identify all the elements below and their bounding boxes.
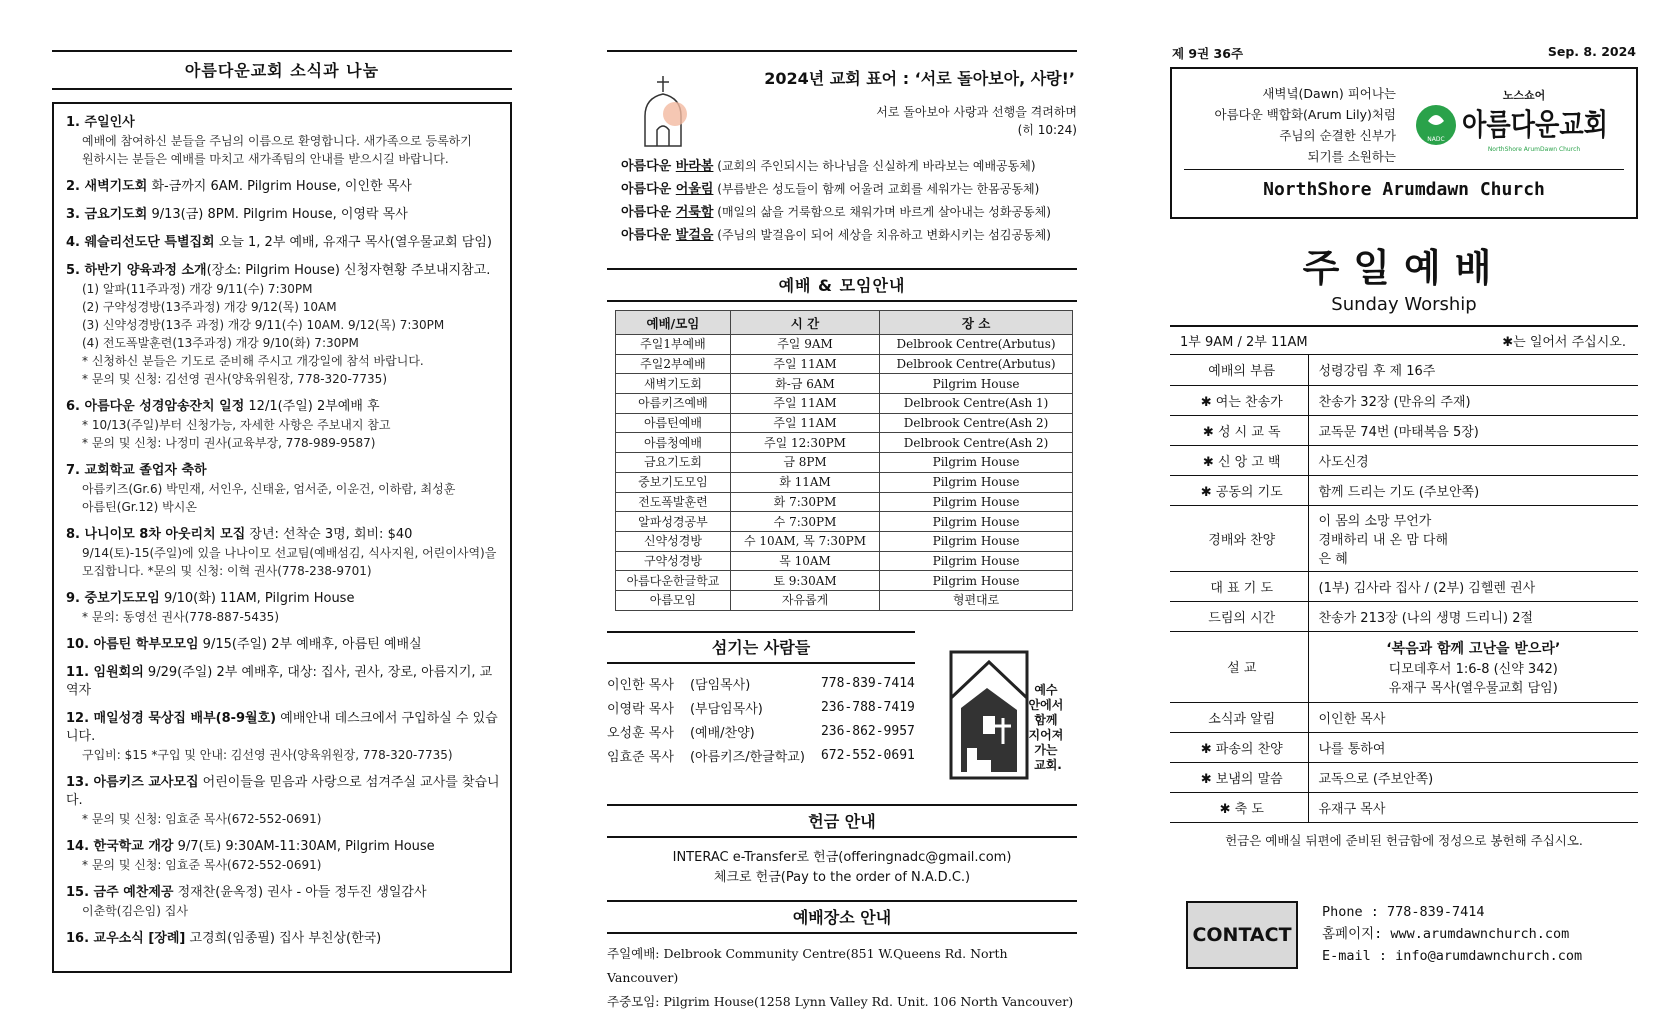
theme-verse: 서로 돌아보아 사랑과 선행을 격려하며 <box>876 105 1077 119</box>
staff-name: 이영락 목사 <box>607 702 674 718</box>
place-line: 주중모임: Pilgrim House(1258 Lynn Valley Rd. Unit. 106 North Vancouver) <box>607 993 1074 1009</box>
schedule-cell: 구약성경방 <box>616 551 731 571</box>
schedule-cell: Delbrook Centre(Arbutus) <box>880 335 1073 355</box>
news-item <box>66 114 500 168</box>
news-item <box>66 774 500 828</box>
news-item-text: 오늘 1, 2부 예배, 유재구 목사(열우물교회 담임) <box>214 235 492 250</box>
order-value-line: (1부) 김사라 집사 / (2부) 김헬렌 권사 <box>1318 580 1536 596</box>
schedule-cell: 형편대로 <box>880 590 1073 610</box>
news-item-detail: (4) 전도폭발훈련(13주과정) 개강 9/10(화) 7:30PM <box>82 336 359 350</box>
order-row <box>1170 445 1638 475</box>
schedule-cell: Pilgrim House <box>880 512 1073 532</box>
news-item-head <box>66 636 500 654</box>
logo-line: 되기를 소원하는 <box>1307 149 1396 164</box>
news-item-head <box>66 178 500 196</box>
news-item-title: 2. 새벽기도회 <box>66 179 148 194</box>
offering-text <box>607 848 1077 888</box>
news-item-title: 9. 중보기도모임 <box>66 591 160 606</box>
news-title: 아름다운교회 소식과 나눔 <box>52 50 512 90</box>
order-value <box>1308 601 1638 631</box>
offering-line: INTERAC e-Transfer로 헌금(offeringnadc@gmail.com) <box>672 849 1012 865</box>
schedule-row <box>616 433 1073 453</box>
emblem-text: 예수 안에서 함께 지어져 가는 교회. <box>1028 682 1064 772</box>
order-value <box>1308 702 1638 732</box>
order-value-line: 교독문 74번 (마태복음 5장) <box>1318 424 1479 440</box>
theme-desc: (부름받은 성도들이 함께 어울려 교회를 세워가는 한몸공동체) <box>713 182 1040 196</box>
order-value <box>1308 445 1638 475</box>
schedule-row <box>616 335 1073 355</box>
schedule-cell: Pilgrim House <box>880 453 1073 473</box>
schedule-cell: 아름청예배 <box>616 433 731 453</box>
news-item-head <box>66 114 500 132</box>
church-name-en: NorthShore Arumdawn Church <box>1263 179 1545 200</box>
schedule-header: 예배/모임 <box>616 311 731 335</box>
news-item-text: 예배안내 데스크에서 구입하실 수 있습니다. <box>66 711 498 744</box>
staff-table <box>607 672 915 768</box>
order-value-line: 경배하리 내 온 맘 다해 <box>1318 532 1449 548</box>
theme-line <box>621 201 1077 224</box>
order-row <box>1170 631 1638 702</box>
news-item-title: 10. 아름틴 학부모모임 <box>66 637 199 652</box>
news-item-text: 장년: 선착순 3명, 회비: $40 <box>245 527 413 542</box>
staff-row <box>607 720 915 744</box>
news-item-text: 정재찬(윤옥정) 권사 - 아들 정두진 생일감사 <box>173 885 427 900</box>
news-item <box>66 234 500 252</box>
place-text <box>607 942 1077 1014</box>
schedule-row <box>616 354 1073 374</box>
worship-title: 주일예배 <box>1302 245 1506 290</box>
schedule-cell: 주일 11AM <box>730 413 879 433</box>
schedule-cell: Delbrook Centre(Ash 1) <box>880 394 1073 414</box>
news-item-detail: (2) 구약성경방(13주과정) 개강 9/12(목) 10AM <box>82 300 337 314</box>
news-panel <box>52 50 512 973</box>
schedule-cell: 주일 11AM <box>730 354 879 374</box>
news-item <box>66 636 500 654</box>
order-label: ✱ 보냄의 말씀 <box>1170 762 1308 792</box>
schedule-cell: Pilgrim House <box>880 492 1073 512</box>
news-item <box>66 710 500 764</box>
schedule-cell: 아름모임 <box>616 590 731 610</box>
news-item <box>66 526 500 580</box>
schedule-row <box>616 394 1073 414</box>
church-icon <box>637 74 697 154</box>
staff-row <box>607 696 915 720</box>
place-title: 예배장소 안내 <box>607 900 1077 934</box>
order-row <box>1170 385 1638 415</box>
schedule-cell: 자유롭게 <box>730 590 879 610</box>
staff-phone: 778-839-7414 <box>820 676 915 692</box>
news-item-detail: * 10/13(주일)부터 신청가능, 자세한 사항은 주보내지 참고 <box>82 418 391 432</box>
order-label: ✱ 여는 찬송가 <box>1170 385 1308 415</box>
offering-line: 체크로 헌금(Pay to the order of N.A.D.C.) <box>713 869 971 885</box>
schedule-cell: Delbrook Centre(Ash 2) <box>880 413 1073 433</box>
news-item-text: 고경희(임종필) 집사 부친상(한국) <box>185 931 382 946</box>
schedule-cell: 수 10AM, 목 7:30PM <box>730 531 879 551</box>
schedule-title: 예배 & 모임안내 <box>607 268 1077 302</box>
order-row <box>1170 792 1638 822</box>
order-label: 예배의 부름 <box>1170 355 1308 385</box>
schedule-cell: 알파성경공부 <box>616 512 731 532</box>
order-value-line: 성령강림 후 제 16주 <box>1318 364 1436 380</box>
offering-title: 헌금 안내 <box>607 804 1077 838</box>
staff-role: (부담임목사) <box>689 702 763 718</box>
schedule-header: 시 간 <box>730 311 879 335</box>
schedule-row <box>616 492 1073 512</box>
news-item-detail: (1) 알파(11주과정) 개강 9/11(수) 7:30PM <box>82 282 313 296</box>
order-value <box>1308 505 1638 571</box>
news-item-text: 화-금까지 6AM. Pilgrim House, 이인한 목사 <box>147 179 412 194</box>
order-row <box>1170 505 1638 571</box>
news-item <box>66 590 500 626</box>
schedule-cell: 화 7:30PM <box>730 492 879 512</box>
logo-small: 노스쇼어 <box>1502 89 1546 102</box>
schedule-cell: 아름키즈예배 <box>616 394 731 414</box>
news-item-detail: 아름틴(Gr.12) 박시온 <box>82 500 197 514</box>
schedule-row <box>616 571 1073 591</box>
worship-order <box>1170 355 1638 823</box>
contact-info <box>1322 901 1582 967</box>
news-item-head <box>66 398 500 416</box>
news-item-title: 4. 웨슬리선도단 특별집회 <box>66 235 215 250</box>
order-value <box>1308 631 1638 702</box>
church-emblem-icon <box>947 648 1071 788</box>
logo-line: 새벽녘(Dawn) 피어나는 <box>1262 86 1396 101</box>
schedule-cell: Pilgrim House <box>880 531 1073 551</box>
schedule-cell: 주일2부예배 <box>616 354 731 374</box>
order-value <box>1308 385 1638 415</box>
schedule-cell: 주일 12:30PM <box>730 433 879 453</box>
contact-button[interactable]: CONTACT <box>1186 901 1298 969</box>
schedule-cell: 주일 11AM <box>730 394 879 414</box>
news-item-title: 5. 하반기 양육과정 소개 <box>66 263 207 278</box>
order-value-line: 이 몸의 소망 무언가 <box>1318 513 1432 529</box>
schedule-cell: 새벽기도회 <box>616 374 731 394</box>
order-row <box>1170 415 1638 445</box>
news-item-detail: (3) 신약성경방(13주 과정) 개강 9/11(수) 10AM. 9/12(목) 7:30PM <box>82 318 445 332</box>
sermon-title: ‘복음과 함께 고난을 받으라’ <box>1386 640 1561 657</box>
staff-row <box>607 744 915 768</box>
schedule-row <box>616 374 1073 394</box>
news-item-text: 9/10(화) 11AM, Pilgrim House <box>159 591 355 606</box>
schedule-cell: 중보기도모임 <box>616 472 731 492</box>
news-item-head <box>66 206 500 224</box>
news-item-head <box>66 774 500 810</box>
news-item-detail: * 문의 및 신청: 나정미 권사(교육부장, 778-989-9587) <box>82 436 376 450</box>
order-row <box>1170 355 1638 385</box>
order-label: 대 표 기 도 <box>1170 571 1308 601</box>
schedule-cell: Delbrook Centre(Arbutus) <box>880 354 1073 374</box>
schedule-cell: 토 9:30AM <box>730 571 879 591</box>
news-item-detail: 구입비: $15 *구입 및 안내: 김선영 권사(양육위원장, 778-320-7735) <box>82 748 453 762</box>
news-item <box>66 462 500 516</box>
news-item <box>66 206 500 224</box>
order-row <box>1170 732 1638 762</box>
news-item <box>66 664 500 700</box>
news-item-detail: 예배에 참여하신 분들을 주님의 이름으로 환영합니다. 새가족으로 등록하기 <box>82 134 472 148</box>
stand-note: ✱는 일어서 주십시오. <box>1502 335 1626 350</box>
order-value <box>1308 415 1638 445</box>
order-label: 경배와 찬양 <box>1170 505 1308 571</box>
staff-role: (담임목사) <box>689 678 751 694</box>
offering-note: 헌금은 예배실 뒤편에 준비된 헌금함에 정성으로 봉헌해 주십시오. <box>1225 832 1583 848</box>
schedule-cell: 금요기도회 <box>616 453 731 473</box>
schedule-cell: 신약성경방 <box>616 531 731 551</box>
news-item-title: 3. 금요기도회 <box>66 207 148 222</box>
news-item-text: 9/15(주일) 2부 예배후, 아름틴 예배실 <box>198 637 422 652</box>
schedule-row <box>616 590 1073 610</box>
order-value <box>1308 475 1638 505</box>
news-item-head <box>66 234 500 252</box>
schedule-cell: 전도폭발훈련 <box>616 492 731 512</box>
news-item-title: 7. 교회학교 졸업자 축하 <box>66 463 207 478</box>
news-item-detail: 9/14(토)-15(주일)에 있을 나나이모 선교팀(예배섬김, 식사지원, 어린이사역)을 <box>82 546 497 560</box>
order-value <box>1308 571 1638 601</box>
theme-keyword: 어울림 <box>675 182 714 197</box>
schedule-row <box>616 453 1073 473</box>
news-item-title: 8. 나니이모 8차 아웃리치 모집 <box>66 527 246 542</box>
news-item-head <box>66 664 500 700</box>
order-label: 설 교 <box>1170 631 1308 702</box>
schedule-panel <box>607 50 1077 1014</box>
news-item-head <box>66 526 500 544</box>
staff-name: 이인한 목사 <box>607 678 674 694</box>
service-times: 1부 9AM / 2부 11AM <box>1180 335 1308 350</box>
order-row <box>1170 571 1638 601</box>
schedule-cell: Pilgrim House <box>880 551 1073 571</box>
order-value-line: 은 혜 <box>1318 551 1348 567</box>
order-label: ✱ 성 시 교 독 <box>1170 415 1308 445</box>
logo-tagline <box>1196 83 1396 167</box>
theme-desc: (매일의 삶을 거룩함으로 채워가며 바르게 살아내는 성화공동체) <box>713 205 1051 219</box>
schedule-row <box>616 472 1073 492</box>
schedule-row <box>616 551 1073 571</box>
news-item-head <box>66 838 500 856</box>
schedule-cell: 화-금 6AM <box>730 374 879 394</box>
order-value-line: 함께 드리는 기도 (주보안쪽) <box>1318 484 1480 500</box>
theme-line <box>621 224 1077 247</box>
theme-ref: (히 10:24) <box>1017 123 1077 137</box>
news-item-head <box>66 590 500 608</box>
news-item <box>66 838 500 874</box>
news-item-text: 9/29(주일) 2부 예배후, 대상: 집사, 권사, 장로, 아름지기, 교역자 <box>66 665 493 698</box>
theme-line <box>621 155 1077 178</box>
theme-title: 2024년 교회 표어 : ‘서로 돌아보아, 사랑!’ <box>764 69 1075 88</box>
news-item-text: 9/7(토) 9:30AM-11:30AM, Pilgrim House <box>173 839 435 854</box>
order-label: ✱ 축 도 <box>1170 792 1308 822</box>
staff-row <box>607 672 915 696</box>
sermon-ref: 디모데후서 1:6-8 (신약 342) <box>1388 661 1558 677</box>
order-value <box>1308 762 1638 792</box>
logo-line: 아름다운 백합화(Arum Lily)처럼 <box>1214 107 1396 122</box>
schedule-cell: Pilgrim House <box>880 472 1073 492</box>
contact-line: 홈페이지: www.arumdawnchurch.com <box>1322 925 1570 942</box>
sermon-preacher: 유재구 목사(열우물교회 담임) <box>1388 680 1558 696</box>
news-item-text: 9/13(금) 8PM. Pilgrim House, 이영락 목사 <box>147 207 408 222</box>
schedule-cell: Delbrook Centre(Ash 2) <box>880 433 1073 453</box>
schedule-row <box>616 512 1073 532</box>
staff-role: (예배/찬양) <box>689 726 755 742</box>
staff-role: (아름키즈/한글학교) <box>689 750 805 766</box>
schedule-cell: 주일 9AM <box>730 335 879 355</box>
theme-desc: (교회의 주인되시는 하나님을 신실하게 바라보는 예배공동체) <box>713 159 1036 173</box>
theme-prefix: 아름다운 <box>621 182 676 197</box>
news-item-head <box>66 930 500 948</box>
schedule-cell: 수 7:30PM <box>730 512 879 532</box>
order-value-line: 이인한 목사 <box>1318 711 1386 727</box>
staff-name: 임효준 목사 <box>607 750 674 766</box>
news-item <box>66 930 500 948</box>
theme-prefix: 아름다운 <box>621 228 676 243</box>
schedule-header: 장 소 <box>880 311 1073 335</box>
schedule-table <box>615 310 1073 611</box>
schedule-row <box>616 531 1073 551</box>
order-label: 드림의 시간 <box>1170 601 1308 631</box>
order-value-line: 교독으로 (주보안쪽) <box>1318 771 1434 787</box>
order-value <box>1308 732 1638 762</box>
news-item-text: (장소: Pilgrim House) 신청자현황 주보내지참고. <box>206 263 491 278</box>
logo-main: 아름다운교회 <box>1462 108 1608 143</box>
theme-line <box>621 178 1077 201</box>
schedule-cell: 화 11AM <box>730 472 879 492</box>
news-item-detail: * 문의: 동영선 권사(778-887-5435) <box>82 610 280 624</box>
staff-phone: 236-862-9957 <box>820 724 915 740</box>
order-row <box>1170 762 1638 792</box>
place-line: 주일예배: Delbrook Community Centre(851 W.Queens Rd. North Vancouver) <box>607 945 1008 985</box>
staff-phone: 672-552-0691 <box>820 748 915 764</box>
logo-box <box>1170 67 1638 219</box>
theme-keyword: 거룩함 <box>675 205 714 220</box>
news-item-title: 11. 임원회의 <box>66 665 144 680</box>
order-row <box>1170 601 1638 631</box>
schedule-cell: 아름틴예배 <box>616 413 731 433</box>
news-item-text: 어린이들을 믿음과 사랑으로 섬겨주실 교사를 찾습니다. <box>66 775 500 808</box>
order-label: ✱ 신 앙 고 백 <box>1170 445 1308 475</box>
news-item <box>66 178 500 196</box>
order-value-line: 찬송가 213장 (나의 생명 드리니) 2절 <box>1318 610 1534 626</box>
church-logo-icon <box>1414 85 1610 155</box>
news-item-detail: * 문의 및 신청: 김선영 권사(양육위원장, 778-320-7735) <box>82 372 387 386</box>
schedule-cell: 금 8PM <box>730 453 879 473</box>
staff-phone: 236-788-7419 <box>820 700 915 716</box>
theme-keyword: 발걸음 <box>675 228 714 243</box>
theme-list <box>607 155 1077 247</box>
news-item-detail: 이춘학(김은임) 집사 <box>82 904 188 918</box>
order-value-line: 나를 통하여 <box>1318 741 1386 757</box>
news-item-detail: 모집합니다. *문의 및 신청: 이혁 권사(778-238-9701) <box>82 564 372 578</box>
theme-prefix: 아름다운 <box>621 205 676 220</box>
schedule-cell: Pilgrim House <box>880 571 1073 591</box>
order-label: ✱ 공동의 기도 <box>1170 475 1308 505</box>
schedule-cell: 아름다운한글학교 <box>616 571 731 591</box>
news-item <box>66 398 500 452</box>
schedule-cell: 목 10AM <box>730 551 879 571</box>
order-value-line: 찬송가 32장 (만유의 주재) <box>1318 394 1471 410</box>
news-box <box>52 102 512 973</box>
news-item <box>66 262 500 388</box>
news-item-title: 6. 아름다운 성경암송잔치 일정 <box>66 399 245 414</box>
news-item-head <box>66 262 500 280</box>
news-item-title: 16. 교우소식 [장례] <box>66 931 186 946</box>
news-item-head <box>66 884 500 902</box>
staff-title: 섬기는 사람들 <box>607 631 915 664</box>
news-item-head <box>66 710 500 746</box>
worship-panel <box>1170 44 1638 971</box>
volume-label: 제 9권 36주 <box>1172 46 1244 61</box>
news-item-title: 15. 금주 예찬제공 <box>66 885 174 900</box>
worship-subtitle: Sunday Worship <box>1331 294 1477 315</box>
news-item-detail: * 신청하신 분들은 기도로 준비해 주시고 개강일에 참석 바랍니다. <box>82 354 424 368</box>
logo-tag: NADC <box>1427 136 1445 143</box>
news-item-detail: * 문의 및 신청: 임효준 목사(672-552-0691) <box>82 812 322 826</box>
news-item-title: 13. 아름키즈 교사모집 <box>66 775 199 790</box>
order-value-line: 사도신경 <box>1318 454 1369 470</box>
order-value-line: 유재구 목사 <box>1318 801 1386 817</box>
theme-desc: (주님의 발걸음이 되어 세상을 치유하고 변화시키는 섬김공동체) <box>713 228 1051 242</box>
schedule-cell: Pilgrim House <box>880 374 1073 394</box>
news-item-detail: 원하시는 분들은 예배를 마치고 새가족팀의 안내를 받으시길 바랍니다. <box>82 152 449 166</box>
schedule-cell: 주일1부예배 <box>616 335 731 355</box>
order-label: 소식과 알림 <box>1170 702 1308 732</box>
contact-line: E-mail : info@arumdawnchurch.com <box>1322 947 1583 964</box>
theme-keyword: 바라봄 <box>675 159 714 174</box>
news-item-title: 14. 한국학교 개강 <box>66 839 174 854</box>
logo-sub: NorthShore ArumDawn Church <box>1487 146 1581 153</box>
order-label: ✱ 파송의 찬양 <box>1170 732 1308 762</box>
date-label: Sep. 8. 2024 <box>1547 44 1636 59</box>
news-item <box>66 884 500 920</box>
order-value <box>1308 792 1638 822</box>
theme-area <box>607 50 1077 268</box>
news-item-head <box>66 462 500 480</box>
schedule-row <box>616 413 1073 433</box>
news-item-detail: * 문의 및 신청: 임효준 목사(672-552-0691) <box>82 858 322 872</box>
theme-prefix: 아름다운 <box>621 159 676 174</box>
logo-line: 주님의 순결한 신부가 <box>1279 128 1396 143</box>
news-item-title: 1. 주일인사 <box>66 115 135 130</box>
contact-line: Phone : 778-839-7414 <box>1322 903 1485 920</box>
order-row <box>1170 475 1638 505</box>
news-item-text: 12/1(주일) 2부예배 후 <box>244 399 380 414</box>
staff-name: 오성훈 목사 <box>607 726 674 742</box>
news-item-detail: 아름키즈(Gr.6) 박민재, 서인우, 신태윤, 엄서준, 이운건, 이하람, 최성훈 <box>82 482 456 496</box>
order-value <box>1308 355 1638 385</box>
order-row <box>1170 702 1638 732</box>
news-item-title: 12. 매일성경 묵상집 배부(8-9월호) <box>66 711 277 726</box>
